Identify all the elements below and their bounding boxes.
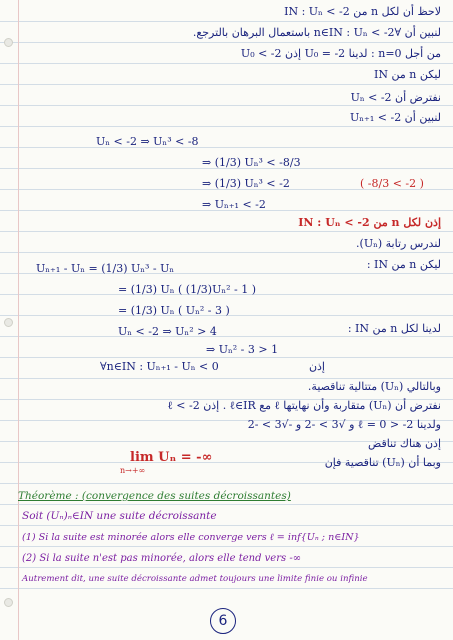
monotonic-diff-3: = (1/3) Uₙ ( Uₙ² - 3 ) xyxy=(118,304,230,317)
ruled-line xyxy=(0,252,453,253)
ruled-line xyxy=(0,231,453,232)
ruled-line xyxy=(0,63,453,64)
monotonic-roots: ولدينا ℓ = 0 > -2 و √3 > -2 و -√3 > -2 xyxy=(247,418,441,431)
ruled-line xyxy=(0,336,453,337)
ruled-line xyxy=(0,105,453,106)
ruled-line xyxy=(0,546,453,547)
ruled-line xyxy=(0,567,453,568)
monotonic-let-n: ليكن n من IN : xyxy=(366,258,441,271)
ruled-line xyxy=(0,126,453,127)
monotonic-ineq-2: ⇒ Uₙ² - 3 > 1 xyxy=(206,343,279,356)
proof-step-3-note: ( -8/3 < -2 ) xyxy=(360,177,424,190)
proof-step-1: Uₙ < -2 ⇒ Uₙ³ < -8 xyxy=(96,135,199,148)
theorem-line-1: Soit (Uₙ)ₙ∈IN une suite décroissante xyxy=(22,510,217,522)
limit-subscript: n→+∞ xyxy=(120,466,146,475)
proof-to-show: لنبين أن Uₙ₊₁ < -2 xyxy=(350,111,441,124)
monotonic-ineq-1: Uₙ < -2 ⇒ Uₙ² > 4 xyxy=(118,325,217,338)
proof-step-3: ⇒ (1/3) Uₙ³ < -2 xyxy=(202,177,290,190)
ruled-line xyxy=(0,378,453,379)
theorem-line-2: (1) Si la suite est minorée alors elle converge vers ℓ = inf{Uₙ ; n∈IN} xyxy=(22,532,360,543)
ruled-line xyxy=(0,84,453,85)
proof-conclusion: إذن لكل n من IN : Uₙ < -2 xyxy=(298,216,441,229)
monotonic-diff-1: Uₙ₊₁ - Uₙ = (1/3) Uₙ³ - Uₙ xyxy=(36,262,175,275)
theorem-line-3: (2) Si la suite n'est pas minorée, alors elle tend vers -∞ xyxy=(22,553,302,564)
monotonic-thus: إذن xyxy=(308,360,325,373)
monotonic-final: وبما أن (Uₙ) تناقصية فإن xyxy=(324,456,441,469)
monotonic-title: لندرس رتابة (Uₙ). xyxy=(356,237,441,250)
ruled-line xyxy=(0,483,453,484)
ruled-line xyxy=(0,357,453,358)
ruled-line xyxy=(0,147,453,148)
ruled-line xyxy=(0,504,453,505)
binder-hole xyxy=(4,38,13,47)
binder-hole xyxy=(4,318,13,327)
theorem-heading: Théorème : (convergence des suites décroissantes) xyxy=(18,490,291,502)
ruled-line xyxy=(0,21,453,22)
margin-line xyxy=(18,0,19,640)
proof-base-case: من أجل n=0 : لدينا U₀ = -2 إذن U₀ < -2 xyxy=(240,47,441,60)
proof-step-4: ⇒ Uₙ₊₁ < -2 xyxy=(202,198,266,211)
header-note: لاحظ أن لكل n من IN : Uₙ < -2 xyxy=(284,5,441,18)
proof-intro: لنبين أن ∀n∈IN : Uₙ < -2 باستعمال البرهان بالترجع. xyxy=(192,26,441,39)
theorem-line-4: Autrement dit, une suite décroissante admet toujours une limite finie ou infinie xyxy=(22,574,368,584)
monotonic-decreasing: وبالتالي (Uₙ) متتالية تناقصية. xyxy=(307,380,441,393)
limit-result: lim Uₙ = -∞ xyxy=(130,450,213,465)
ruled-line xyxy=(0,525,453,526)
proof-hypothesis: نفترض أن Uₙ < -2 xyxy=(350,91,441,104)
binder-hole xyxy=(4,598,13,607)
monotonic-diff-2: = (1/3) Uₙ ( (1/3)Uₙ² - 1 ) xyxy=(118,283,257,296)
monotonic-result: ∀n∈IN : Uₙ₊₁ - Uₙ < 0 xyxy=(100,360,219,373)
monotonic-have: لدينا لكل n من IN : xyxy=(347,322,441,335)
ruled-line xyxy=(0,588,453,589)
proof-let-n: ليكن n من IN xyxy=(374,68,441,81)
ruled-line xyxy=(0,42,453,43)
proof-step-2: ⇒ (1/3) Uₙ³ < -8/3 xyxy=(202,156,301,169)
monotonic-contradiction: إذن هناك تناقض xyxy=(367,437,441,450)
page-number: 6 xyxy=(210,608,236,634)
monotonic-suppose-convergence: نفترض أن (Uₙ) متقاربة وأن نهايتها ℓ مع ℓ∈IR . إذن ℓ < -2 xyxy=(167,399,441,412)
